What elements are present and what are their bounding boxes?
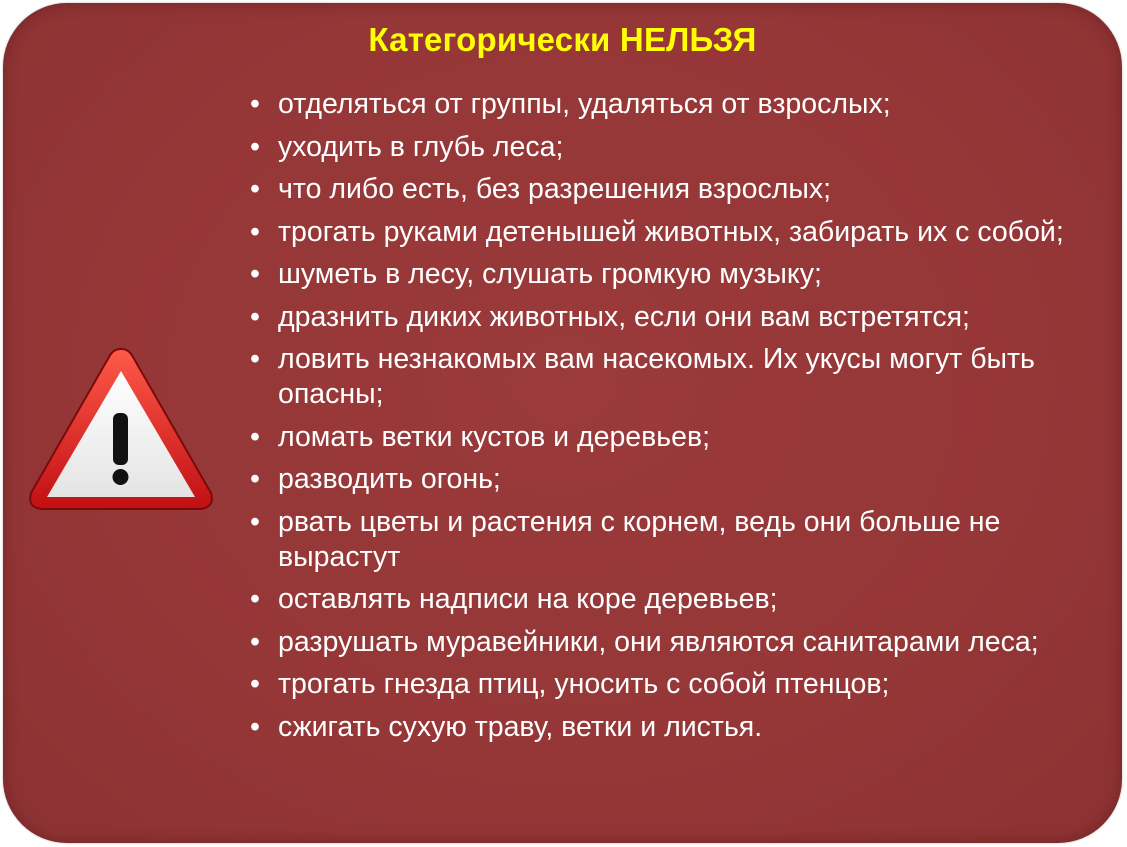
bullet-icon: •: [250, 583, 260, 615]
list-item: • уходить в глубь леса;: [250, 130, 564, 163]
bullet-icon: •: [250, 420, 260, 453]
bullet-icon: •: [250, 88, 260, 120]
list-item: • сжигать сухую траву, ветки и листья.: [250, 710, 763, 743]
bullet-icon: •: [250, 505, 260, 538]
bullet-icon: •: [250, 173, 260, 205]
bullet-icon: •: [250, 130, 260, 163]
list-item: • разрушать муравейники, они являются санитарами леса;: [250, 625, 1039, 658]
warning-triangle-icon: [25, 343, 217, 515]
list-item: • что либо есть, без разрешения взрослых;: [250, 173, 832, 205]
list-item: • отделяться от группы, удаляться от взрослых;: [250, 88, 891, 120]
list-item: • ловить незнакомых вам насекомых. Их укусы могут быть опасны;: [250, 343, 1035, 410]
prohibitions-list: [248, 87, 1108, 752]
bullet-icon: •: [250, 300, 260, 333]
bullet-icon: •: [250, 668, 260, 700]
slide-title: Категорически НЕЛЬЗЯ: [368, 21, 757, 58]
list-item: • трогать гнезда птиц, уносить с собой птенцов;: [250, 668, 890, 700]
list-item: • дразнить диких животных, если они вам встретятся;: [250, 300, 970, 333]
list-item: • ломать ветки кустов и деревьев;: [250, 420, 711, 453]
list-item: • разводить огонь;: [250, 463, 501, 495]
bullet-icon: •: [250, 258, 260, 290]
list-item: • трогать руками детенышей животных, забирать их с собой;: [250, 215, 1064, 248]
bullet-icon: •: [250, 463, 260, 495]
list-item: • шуметь в лесу, слушать громкую музыку;: [250, 258, 822, 290]
bullet-icon: •: [250, 710, 260, 743]
bullet-icon: •: [250, 343, 260, 375]
bullet-icon: •: [250, 215, 260, 248]
list-item: • рвать цветы и растения с корнем, ведь они больше не вырастут: [250, 505, 1001, 573]
list-item: • оставлять надписи на коре деревьев;: [250, 583, 778, 615]
bullet-icon: •: [250, 625, 260, 658]
slide-panel: [3, 3, 1122, 843]
